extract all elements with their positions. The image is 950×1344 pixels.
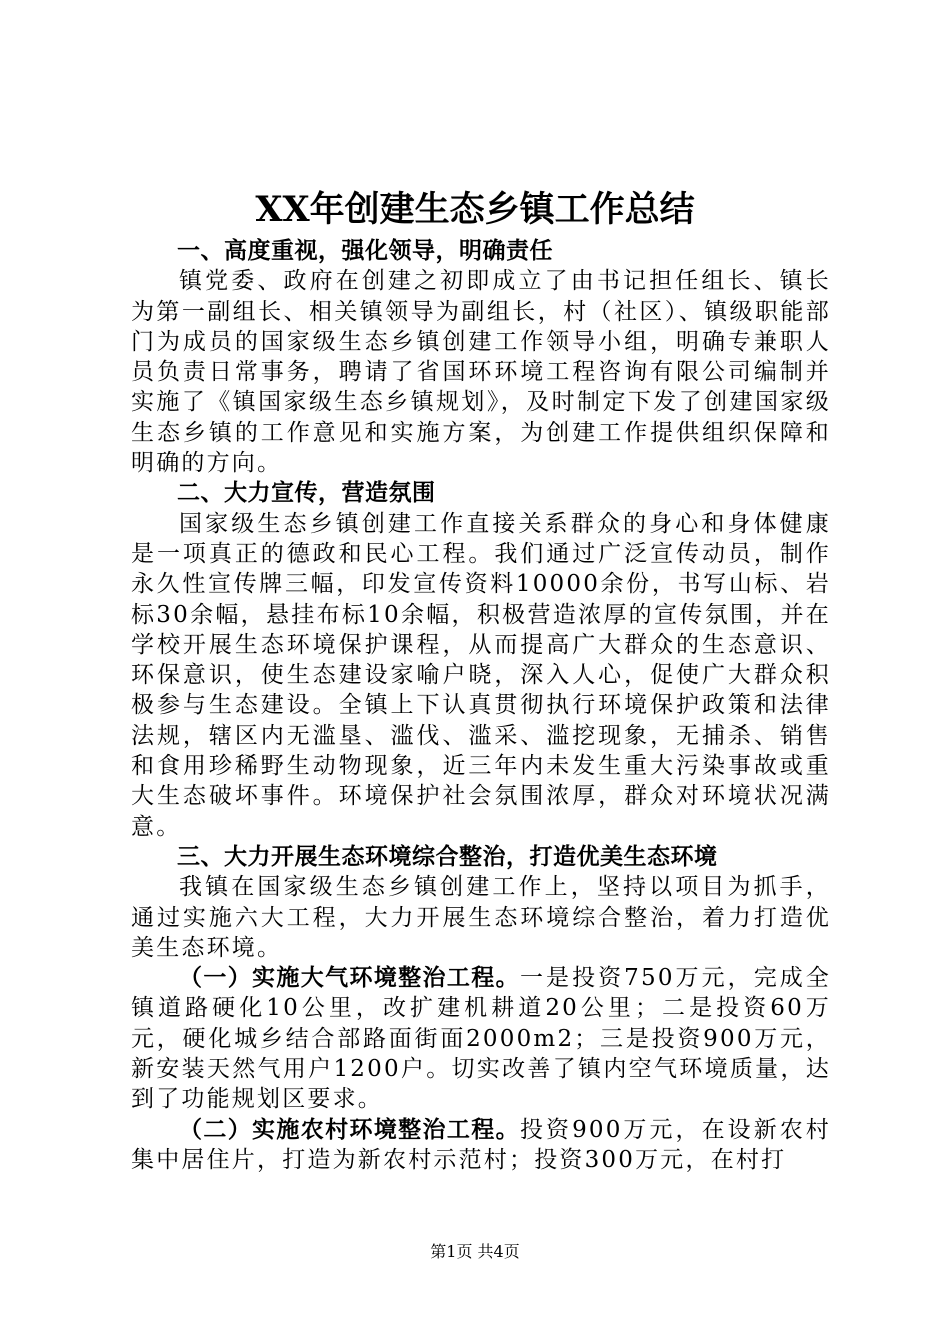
subsection-text-2: 投资900万元，在设新农村集中居住片，打造为新农村示范村；投资300万元，在村打 — [131, 1116, 832, 1173]
section-paragraph-2: 国家级生态乡镇创建工作直接关系群众的身心和身体健康是一项真正的德政和民心工程。我们通过广泛宣传动员，制作永久性宣传牌三幅，印发宣传资料10000余份，书写山标、岩标30余幅，悬挂布标10余幅，积极营造浓厚的宣传氛围，并在学校开展生态环境保护课程，从而提高广大群众的生态意识、环保意识，使生态建设家喻户晓，深入人心，促使广大群众积极参与生态建设。全镇上下认真贯彻执行环境保护政策和法律法规，辖区内无滥垦、滥伐、滥采、滥挖现象，无捕杀、销售和食用珍稀野生动物现象，近三年内未发生重大污染事故或重大生态破坏事件。环境保护社会氛围浓厚，群众对环境状况满意。 — [131, 510, 831, 840]
subsection-label-1: （一）实施大气环境整治工程。 — [179, 965, 520, 992]
section-paragraph-3: 我镇在国家级生态乡镇创建工作上，坚持以项目为抓手，通过实施六大工程，大力开展生态环境综合整治，着力打造优美生态环境。 — [131, 874, 831, 961]
document-body — [131, 236, 831, 1175]
subsection-2 — [131, 1115, 831, 1176]
subsection-label-2: （二）实施农村环境整治工程。 — [179, 1116, 520, 1143]
section-paragraph-1: 镇党委、政府在创建之初即成立了由书记担任组长、镇长为第一副组长、相关镇领导为副组长，村（社区）、镇级职能部门为成员的国家级生态乡镇创建工作领导小组，明确专兼职人员负责日常事务，聘请了省国环环境工程咨询有限公司编制并实施了《镇国家级生态乡镇规划》，及时制定下发了创建国家级生态乡镇的工作意见和实施方案，为创建工作提供组织保障和明确的方向。 — [131, 268, 831, 477]
document-title: XX年创建生态乡镇工作总结 — [255, 189, 695, 230]
section-heading-2: 二、大力宣传，营造氛围 — [177, 480, 436, 507]
subsection-1 — [131, 963, 831, 1114]
page-footer: 第1页 共4页 — [430, 1242, 520, 1261]
section-heading-1: 一、高度重视，强化领导，明确责任 — [177, 238, 553, 264]
section-heading-3: 三、大力开展生态环境综合整治，打造优美生态环境 — [177, 843, 718, 870]
subsection-text-1: 一是投资750万元，完成全镇道路硬化10公里，改扩建机耕道20公里；二是投资60万元，硬化城乡结合部路面街面2000m2；三是投资900万元，新安装天然气用户1200户。切实改善了镇内空气环境质量，达到了功能规划区要求。 — [131, 965, 832, 1113]
